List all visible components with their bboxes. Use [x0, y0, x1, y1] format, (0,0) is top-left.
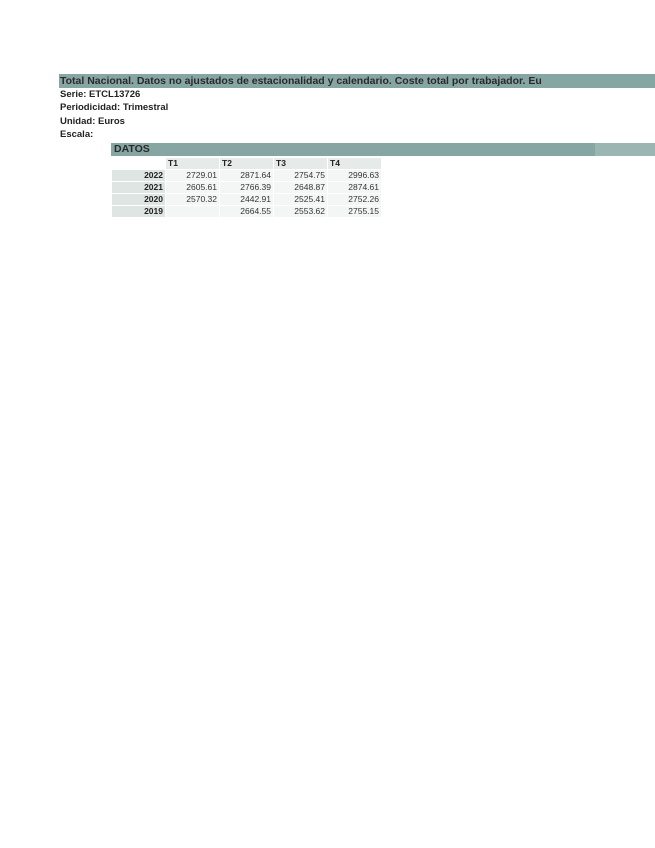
table-cell: 2996.63 [328, 170, 381, 181]
datos-section-bar [111, 143, 655, 156]
column-header-t3: T3 [274, 158, 327, 169]
meta-unidad-label: Unidad: [60, 116, 96, 127]
table-cell: 2874.61 [328, 182, 381, 193]
table-cell: 2442.91 [220, 194, 273, 205]
meta-serie [60, 89, 140, 101]
table-cell: 2755.15 [328, 206, 381, 217]
data-table [111, 157, 382, 218]
table-cell: 2525.41 [274, 194, 327, 205]
table-corner-cell [112, 158, 165, 169]
row-year: 2022 [112, 170, 165, 181]
table-cell [166, 206, 219, 217]
row-year: 2020 [112, 194, 165, 205]
meta-serie-label: Serie: [60, 89, 87, 100]
series-title: Total Nacional. Datos no ajustados de estacionalidad y calendario. Coste total por trabajador. Eu [60, 75, 542, 87]
meta-escala [60, 129, 93, 141]
meta-unidad-value: Euros [98, 116, 125, 127]
table-row [112, 182, 381, 193]
table-cell: 2570.32 [166, 194, 219, 205]
table-cell: 2664.55 [220, 206, 273, 217]
column-header-t1: T1 [166, 158, 219, 169]
meta-serie-value: ETCL13726 [89, 89, 141, 100]
table-row [112, 194, 381, 205]
table-cell: 2752.26 [328, 194, 381, 205]
table-row [112, 206, 381, 217]
series-title-bar [59, 74, 655, 88]
datos-section-label: DATOS [114, 143, 150, 155]
row-year: 2021 [112, 182, 165, 193]
section-bar-fade [595, 143, 655, 156]
table-row [112, 170, 381, 181]
table-cell: 2754.75 [274, 170, 327, 181]
meta-escala-label: Escala: [60, 129, 94, 140]
table-cell: 2766.39 [220, 182, 273, 193]
table-cell: 2871.64 [220, 170, 273, 181]
row-year: 2019 [112, 206, 165, 217]
meta-unidad [60, 116, 125, 128]
meta-periodicidad [60, 102, 168, 114]
table-cell: 2648.87 [274, 182, 327, 193]
column-header-t4: T4 [328, 158, 381, 169]
table-cell: 2605.61 [166, 182, 219, 193]
table-cell: 2729.01 [166, 170, 219, 181]
table-header-row [112, 158, 381, 169]
column-header-t2: T2 [220, 158, 273, 169]
table-cell: 2553.62 [274, 206, 327, 217]
meta-periodicidad-label: Periodicidad: [60, 102, 121, 113]
meta-periodicidad-value: Trimestral [122, 102, 169, 113]
